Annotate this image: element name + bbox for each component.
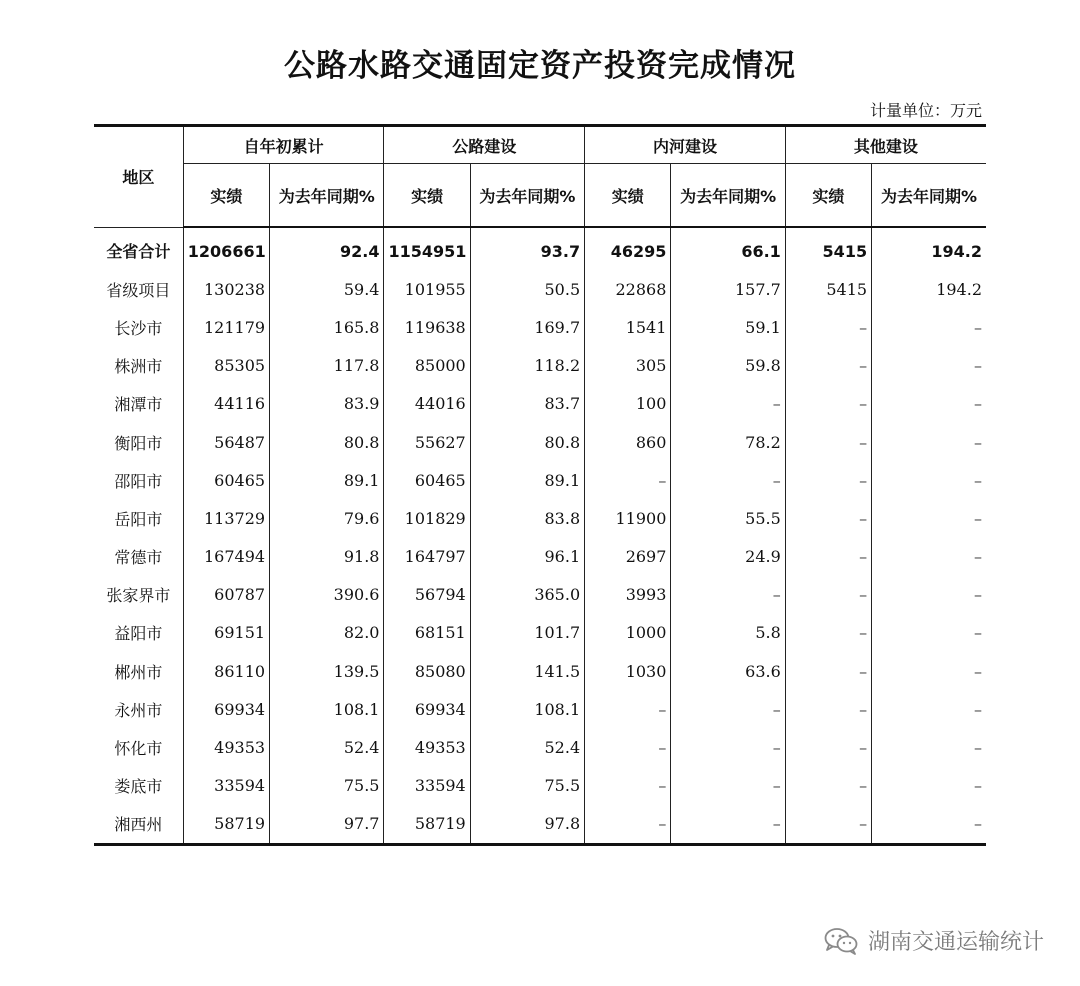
group-header-other: 其他建设 xyxy=(785,126,986,164)
value-cell: 68151 xyxy=(384,614,470,652)
pct-cell: – xyxy=(872,805,986,845)
value-cell: 58719 xyxy=(183,805,269,845)
value-cell: 44116 xyxy=(183,385,269,423)
table-row xyxy=(94,347,986,385)
region-cell: 怀化市 xyxy=(114,739,163,759)
pct-cell: – xyxy=(872,652,986,690)
value-cell: 305 xyxy=(585,347,671,385)
pct-cell: 79.6 xyxy=(270,499,384,537)
pct-cell: 108.1 xyxy=(470,690,584,728)
pct-cell: 96.1 xyxy=(470,538,584,576)
value-cell: 2697 xyxy=(585,538,671,576)
column-header-pct: 为去年同期% xyxy=(470,164,584,228)
value-cell: – xyxy=(785,461,871,499)
column-header-pct: 为去年同期% xyxy=(270,164,384,228)
pct-cell: 89.1 xyxy=(470,461,584,499)
pct-cell: 80.8 xyxy=(470,423,584,461)
table-row xyxy=(94,227,986,270)
value-cell: 1541 xyxy=(585,308,671,346)
table-row xyxy=(94,690,986,728)
pct-cell: 93.7 xyxy=(470,227,584,270)
value-cell: 5415 xyxy=(785,270,871,308)
pct-cell: 169.7 xyxy=(470,308,584,346)
wechat-icon xyxy=(824,927,858,955)
pct-cell: 108.1 xyxy=(270,690,384,728)
watermark-text: 湖南交通运输统计 xyxy=(867,930,1044,955)
unit-label: 计量单位：万元 xyxy=(869,101,982,120)
pct-cell: – xyxy=(872,614,986,652)
value-cell: 33594 xyxy=(384,767,470,805)
pct-cell: 83.8 xyxy=(470,499,584,537)
column-header-value: 实绩 xyxy=(183,164,269,228)
pct-cell: 97.7 xyxy=(270,805,384,845)
pct-cell: 139.5 xyxy=(270,652,384,690)
column-header-pct: 为去年同期% xyxy=(872,164,986,228)
value-cell: 119638 xyxy=(384,308,470,346)
pct-cell: – xyxy=(872,423,986,461)
value-cell: 69934 xyxy=(183,690,269,728)
value-cell: – xyxy=(785,728,871,766)
pct-cell: – xyxy=(872,499,986,537)
pct-cell: – xyxy=(671,728,785,766)
pct-cell: – xyxy=(872,728,986,766)
pct-cell: 80.8 xyxy=(270,423,384,461)
table-row xyxy=(94,538,986,576)
group-header-highway: 公路建设 xyxy=(384,126,585,164)
pct-cell: – xyxy=(671,576,785,614)
value-cell: – xyxy=(785,347,871,385)
pct-cell: – xyxy=(872,347,986,385)
table-row xyxy=(94,805,986,845)
value-cell: – xyxy=(785,423,871,461)
pct-cell: 75.5 xyxy=(270,767,384,805)
investment-table xyxy=(94,124,986,846)
pct-cell: 141.5 xyxy=(470,652,584,690)
table-row xyxy=(94,423,986,461)
pct-cell: 50.5 xyxy=(470,270,584,308)
pct-cell: – xyxy=(872,690,986,728)
pct-cell: 194.2 xyxy=(872,227,986,270)
table-row xyxy=(94,499,986,537)
pct-cell: 157.7 xyxy=(671,270,785,308)
value-cell: – xyxy=(785,690,871,728)
value-cell: 167494 xyxy=(183,538,269,576)
region-cell: 娄底市 xyxy=(114,777,163,797)
value-cell: 1030 xyxy=(585,652,671,690)
table-row xyxy=(94,767,986,805)
pct-cell: – xyxy=(872,767,986,805)
value-cell: – xyxy=(785,538,871,576)
region-cell: 全省合计 xyxy=(106,242,171,262)
value-cell: – xyxy=(785,805,871,845)
value-cell: 5415 xyxy=(785,227,871,270)
value-cell: 69151 xyxy=(183,614,269,652)
pct-cell: 24.9 xyxy=(671,538,785,576)
value-cell: 60465 xyxy=(384,461,470,499)
pct-cell: 118.2 xyxy=(470,347,584,385)
column-header-value: 实绩 xyxy=(585,164,671,228)
table-row xyxy=(94,728,986,766)
value-cell: 49353 xyxy=(183,728,269,766)
value-cell: 56487 xyxy=(183,423,269,461)
watermark xyxy=(824,925,1044,956)
pct-cell: 91.8 xyxy=(270,538,384,576)
pct-cell: 365.0 xyxy=(470,576,584,614)
value-cell: 46295 xyxy=(585,227,671,270)
region-cell: 长沙市 xyxy=(114,318,163,338)
region-header: 地区 xyxy=(94,126,183,228)
value-cell: 56794 xyxy=(384,576,470,614)
pct-cell: – xyxy=(671,461,785,499)
pct-cell: – xyxy=(872,538,986,576)
table-row xyxy=(94,614,986,652)
region-cell: 益阳市 xyxy=(114,624,163,644)
value-cell: 3993 xyxy=(585,576,671,614)
value-cell: 49353 xyxy=(384,728,470,766)
value-cell: 55627 xyxy=(384,423,470,461)
value-cell: 164797 xyxy=(384,538,470,576)
pct-cell: – xyxy=(872,385,986,423)
table-row xyxy=(94,652,986,690)
value-cell: – xyxy=(585,767,671,805)
pct-cell: 82.0 xyxy=(270,614,384,652)
value-cell: – xyxy=(785,652,871,690)
column-header-pct: 为去年同期% xyxy=(671,164,785,228)
pct-cell: – xyxy=(872,308,986,346)
pct-cell: 83.7 xyxy=(470,385,584,423)
pct-cell: 390.6 xyxy=(270,576,384,614)
value-cell: 58719 xyxy=(384,805,470,845)
pct-cell: – xyxy=(671,690,785,728)
pct-cell: 66.1 xyxy=(671,227,785,270)
column-header-value: 实绩 xyxy=(384,164,470,228)
value-cell: 1000 xyxy=(585,614,671,652)
pct-cell: 101.7 xyxy=(470,614,584,652)
region-cell: 邵阳市 xyxy=(114,471,163,491)
value-cell: – xyxy=(785,308,871,346)
pct-cell: 55.5 xyxy=(671,499,785,537)
pct-cell: 117.8 xyxy=(270,347,384,385)
value-cell: 130238 xyxy=(183,270,269,308)
column-header-value: 实绩 xyxy=(785,164,871,228)
pct-cell: 52.4 xyxy=(270,728,384,766)
region-cell: 岳阳市 xyxy=(114,509,163,529)
region-cell: 湘西州 xyxy=(114,815,163,835)
pct-cell: 97.8 xyxy=(470,805,584,845)
value-cell: – xyxy=(785,385,871,423)
region-cell: 常德市 xyxy=(114,548,163,568)
value-cell: 121179 xyxy=(183,308,269,346)
group-header-inland-river: 内河建设 xyxy=(585,126,786,164)
table-row xyxy=(94,385,986,423)
value-cell: 86110 xyxy=(183,652,269,690)
value-cell: 44016 xyxy=(384,385,470,423)
value-cell: 101955 xyxy=(384,270,470,308)
pct-cell: 165.8 xyxy=(270,308,384,346)
pct-cell: – xyxy=(671,805,785,845)
region-cell: 张家界市 xyxy=(106,586,171,606)
table-row xyxy=(94,576,986,614)
pct-cell: 194.2 xyxy=(872,270,986,308)
region-cell: 株洲市 xyxy=(114,357,163,377)
value-cell: 1206661 xyxy=(183,227,269,270)
pct-cell: 89.1 xyxy=(270,461,384,499)
pct-cell: – xyxy=(671,385,785,423)
value-cell: 85000 xyxy=(384,347,470,385)
pct-cell: 83.9 xyxy=(270,385,384,423)
page-title: 公路水路交通固定资产投资完成情况 xyxy=(284,48,796,84)
value-cell: 860 xyxy=(585,423,671,461)
pct-cell: 75.5 xyxy=(470,767,584,805)
value-cell: – xyxy=(585,690,671,728)
pct-cell: 78.2 xyxy=(671,423,785,461)
value-cell: 69934 xyxy=(384,690,470,728)
value-cell: 33594 xyxy=(183,767,269,805)
pct-cell: 92.4 xyxy=(270,227,384,270)
value-cell: – xyxy=(785,614,871,652)
value-cell: – xyxy=(785,576,871,614)
value-cell: – xyxy=(585,728,671,766)
pct-cell: – xyxy=(671,767,785,805)
pct-cell: 59.8 xyxy=(671,347,785,385)
region-cell: 郴州市 xyxy=(114,662,163,682)
region-cell: 湘潭市 xyxy=(114,395,163,415)
value-cell: 60787 xyxy=(183,576,269,614)
pct-cell: – xyxy=(872,576,986,614)
table-body xyxy=(94,227,986,845)
region-cell: 永州市 xyxy=(114,700,163,720)
pct-cell: – xyxy=(872,461,986,499)
value-cell: 1154951 xyxy=(384,227,470,270)
value-cell: – xyxy=(585,461,671,499)
table-row xyxy=(94,308,986,346)
table-row xyxy=(94,461,986,499)
value-cell: 113729 xyxy=(183,499,269,537)
pct-cell: 59.1 xyxy=(671,308,785,346)
value-cell: – xyxy=(585,805,671,845)
value-cell: – xyxy=(785,767,871,805)
pct-cell: 5.8 xyxy=(671,614,785,652)
value-cell: 100 xyxy=(585,385,671,423)
value-cell: 60465 xyxy=(183,461,269,499)
region-cell: 省级项目 xyxy=(106,280,171,300)
value-cell: 101829 xyxy=(384,499,470,537)
value-cell: – xyxy=(785,499,871,537)
group-header-cumulative: 自年初累计 xyxy=(183,126,384,164)
pct-cell: 59.4 xyxy=(270,270,384,308)
value-cell: 22868 xyxy=(585,270,671,308)
value-cell: 85080 xyxy=(384,652,470,690)
table-row xyxy=(94,270,986,308)
pct-cell: 52.4 xyxy=(470,728,584,766)
pct-cell: 63.6 xyxy=(671,652,785,690)
value-cell: 85305 xyxy=(183,347,269,385)
value-cell: 11900 xyxy=(585,499,671,537)
region-cell: 衡阳市 xyxy=(114,433,163,453)
